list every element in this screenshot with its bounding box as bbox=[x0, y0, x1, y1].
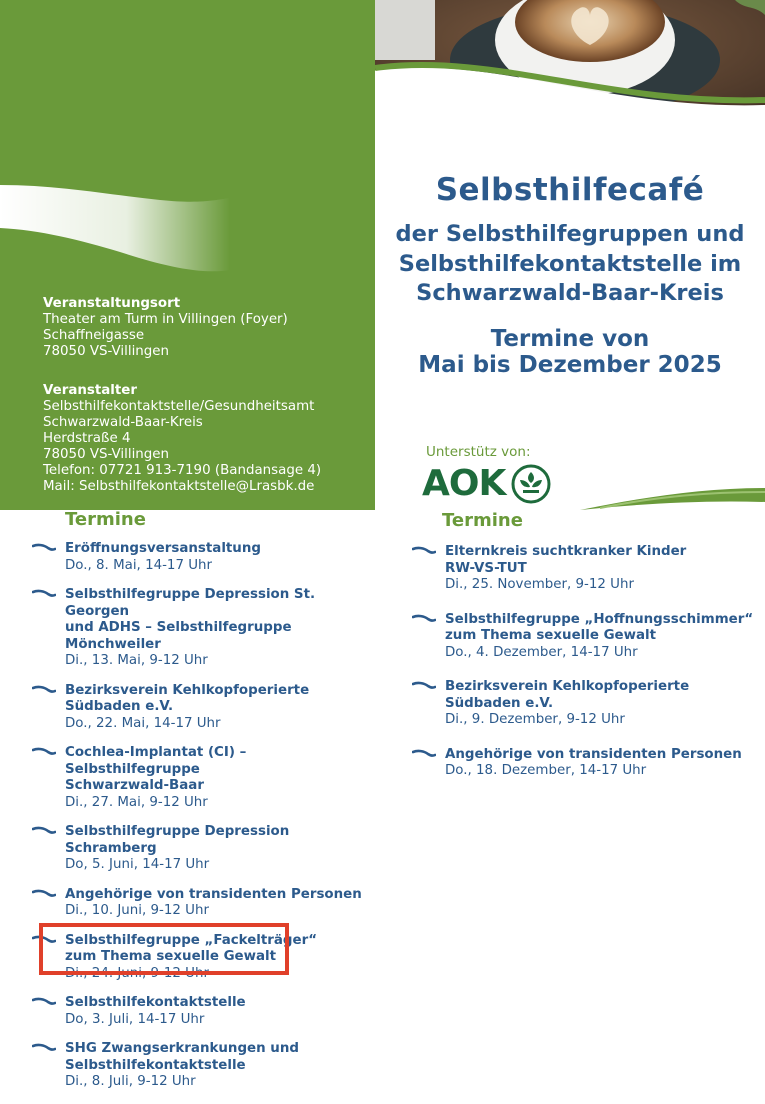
sub-title-line: der Selbsthilfegruppen und bbox=[395, 221, 745, 247]
event-name: SHG Zwangserkrankungen und bbox=[65, 1041, 299, 1056]
event-item bbox=[412, 679, 762, 729]
event-name: Selbsthilfekontaktstelle bbox=[65, 995, 246, 1010]
event-item bbox=[412, 544, 762, 594]
event-item bbox=[32, 683, 367, 733]
left-event-list bbox=[32, 541, 367, 1104]
event-name: zum Thema sexuelle Gewalt bbox=[445, 628, 657, 643]
event-date: Di., 9. Dezember, 9-12 Uhr bbox=[445, 712, 625, 727]
right-termine-title: Termine bbox=[442, 510, 523, 531]
organizer-line: Herdstraße 4 bbox=[43, 431, 131, 446]
event-date: Do, 5. Juni, 14-17 Uhr bbox=[65, 857, 210, 872]
event-item bbox=[32, 995, 367, 1028]
event-date: Do., 8. Mai, 14-17 Uhr bbox=[65, 557, 213, 573]
event-item bbox=[412, 747, 762, 780]
event-date: Do, 3. Juli, 14-17 Uhr bbox=[65, 1011, 205, 1027]
sub-title-line: Schwarzwald-Baar-Kreis bbox=[416, 280, 724, 306]
event-name: Südbaden e.V. bbox=[65, 699, 174, 714]
aok-logo bbox=[422, 463, 551, 504]
event-name: Selbsthilfegruppe „Fackelträger“ bbox=[65, 932, 317, 948]
event-name: Selbsthilfegruppe „Hoffnungsschimmer“ bbox=[445, 611, 754, 627]
event-date: Di., 10. Juni, 9-12 Uhr bbox=[65, 903, 209, 918]
sponsor-label: Unterstütz von: bbox=[426, 444, 531, 460]
venue-line: Schaffneigasse bbox=[43, 328, 145, 343]
white-wave-decoration bbox=[0, 170, 375, 290]
green-swoosh-decoration bbox=[580, 478, 765, 512]
event-item bbox=[412, 612, 762, 662]
event-item bbox=[32, 541, 367, 574]
event-item bbox=[32, 1041, 367, 1091]
event-date: Di., 8. Juli, 9-12 Uhr bbox=[65, 1074, 196, 1089]
swoosh-bullet-icon bbox=[412, 681, 436, 691]
swoosh-bullet-icon bbox=[412, 546, 436, 556]
event-date: Di., 13. Mai, 9-12 Uhr bbox=[65, 653, 208, 668]
event-name: Selbsthilfegruppe Depression St. Georgen bbox=[65, 587, 316, 619]
dates-title-line: Termine von bbox=[490, 326, 650, 352]
swoosh-bullet-icon bbox=[412, 614, 436, 624]
event-name: Cochlea-Implantat (CI) – Selbsthilfegruppe bbox=[65, 745, 247, 777]
event-date: Di., 25. November, 9-12 Uhr bbox=[445, 577, 634, 592]
event-name: zum Thema sexuelle Gewalt bbox=[65, 949, 277, 964]
organizer-mail: Mail: Selbsthilfekontaktstelle@Lrasbk.de bbox=[43, 479, 315, 494]
event-date: Di., 27. Mai, 9-12 Uhr bbox=[65, 794, 208, 810]
event-item bbox=[32, 887, 367, 920]
venue-heading: Veranstaltungsort bbox=[43, 296, 181, 311]
event-item bbox=[32, 745, 367, 811]
event-name: RW-VS-TUT bbox=[445, 560, 527, 576]
swoosh-bullet-icon bbox=[32, 747, 56, 757]
event-name: Schwarzwald-Baar bbox=[65, 778, 204, 793]
event-name: Elternkreis suchtkranker Kinder bbox=[445, 544, 687, 559]
aok-logo-text: AOK bbox=[422, 463, 506, 504]
event-name: Südbaden e.V. bbox=[445, 695, 554, 711]
coffee-photo bbox=[375, 0, 765, 130]
event-name: Selbsthilfekontaktstelle bbox=[65, 1057, 246, 1073]
swoosh-bullet-icon bbox=[32, 685, 56, 695]
swoosh-bullet-icon bbox=[32, 1043, 56, 1053]
event-date: Do., 4. Dezember, 14-17 Uhr bbox=[445, 644, 638, 660]
event-name: Bezirksverein Kehlkopfoperierte bbox=[445, 679, 690, 694]
event-name: Eröffnungsversanstaltung bbox=[65, 541, 261, 556]
event-date: Do., 22. Mai, 14-17 Uhr bbox=[65, 715, 221, 731]
organizer-line: 78050 VS-Villingen bbox=[43, 447, 170, 462]
swoosh-bullet-icon bbox=[32, 543, 56, 553]
event-name: und ADHS – Selbsthilfegruppe Mönchweiler bbox=[65, 620, 292, 652]
sub-title-line: Selbsthilfekontaktstelle im bbox=[398, 250, 742, 277]
event-date: Do., 18. Dezember, 14-17 Uhr bbox=[445, 763, 647, 778]
organizer-phone: Telefon: 07721 913-7190 (Bandansage 4) bbox=[43, 463, 322, 478]
event-name: Angehörige von transidenten Personen bbox=[65, 886, 362, 902]
venue-block bbox=[43, 296, 288, 360]
right-event-list bbox=[412, 544, 762, 798]
organizer-block bbox=[43, 383, 321, 495]
sub-title bbox=[375, 220, 765, 309]
main-title: Selbsthilfecafé bbox=[435, 172, 705, 208]
event-item bbox=[32, 824, 367, 874]
highlight-box bbox=[39, 923, 289, 975]
organizer-line: Selbsthilfekontaktstelle/Gesundheitsamt bbox=[43, 399, 315, 414]
venue-line: Theater am Turm in Villingen (Foyer) bbox=[43, 312, 288, 327]
dates-title-line: Mai bis Dezember 2025 bbox=[418, 352, 722, 378]
swoosh-bullet-icon bbox=[32, 589, 56, 599]
event-name: Angehörige von transidenten Personen bbox=[445, 746, 742, 762]
organizer-heading: Veranstalter bbox=[43, 383, 137, 398]
left-termine-title: Termine bbox=[65, 509, 146, 530]
event-date: Di., 24. Juni, 9-12 Uhr bbox=[65, 965, 209, 981]
dates-title bbox=[375, 326, 765, 378]
event-name: Selbsthilfegruppe Depression Schramberg bbox=[65, 824, 290, 856]
swoosh-bullet-icon bbox=[412, 749, 436, 759]
venue-line: 78050 VS-Villingen bbox=[43, 344, 170, 359]
event-name: Bezirksverein Kehlkopfoperierte bbox=[65, 682, 310, 698]
swoosh-bullet-icon bbox=[32, 826, 56, 836]
aok-tree-icon bbox=[511, 464, 551, 504]
event-item bbox=[32, 587, 367, 670]
organizer-line: Schwarzwald-Baar-Kreis bbox=[43, 415, 203, 430]
swoosh-bullet-icon bbox=[32, 997, 56, 1007]
swoosh-bullet-icon bbox=[32, 889, 56, 899]
green-panel bbox=[0, 0, 375, 510]
